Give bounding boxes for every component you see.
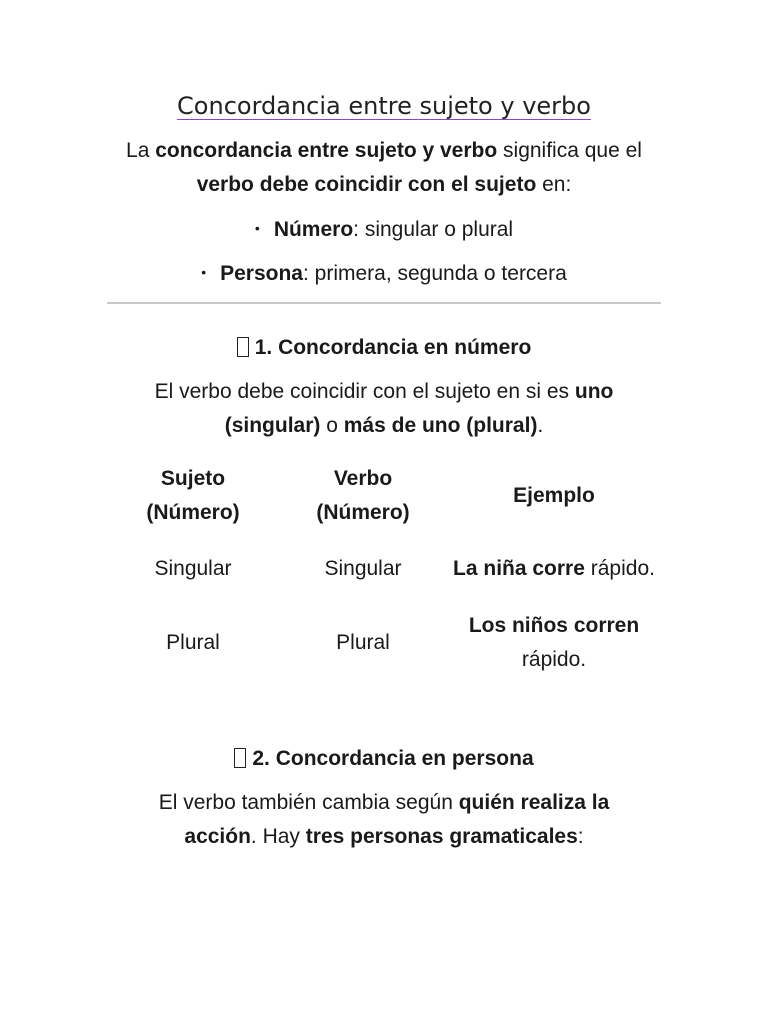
- section2-bold-3: tres personas gramaticales: [305, 825, 578, 848]
- section1-bold-2: (singular): [224, 414, 321, 437]
- bullet-text: : singular o plural: [353, 218, 514, 241]
- section1-bold: uno: [574, 380, 614, 403]
- table-header-verbo: [278, 461, 448, 531]
- example-rest: rápido.: [521, 648, 587, 671]
- table-header-sujeto: [108, 461, 278, 531]
- bullet-term: Número: [273, 218, 354, 241]
- section2-text-3: :: [577, 825, 584, 848]
- section2-bold-2: acción: [184, 825, 251, 848]
- table-cell-verbo: Singular: [324, 557, 402, 580]
- intro-paragraph: [0, 134, 768, 202]
- table-cell-ejemplo: [448, 607, 660, 679]
- missing-glyph-icon: [237, 337, 249, 357]
- intro-text-2: en:: [536, 173, 572, 196]
- page-title: [0, 88, 768, 124]
- section2-bold: quién realiza la: [458, 791, 610, 814]
- bullet-term: Persona: [220, 262, 303, 285]
- intro-text: La: [126, 139, 156, 162]
- example-rest: rápido.: [584, 557, 655, 580]
- intro-bold: concordancia entre sujeto y verbo: [155, 139, 498, 162]
- section1-text-3: .: [537, 414, 544, 437]
- table-row: [108, 607, 660, 679]
- header-line: Sujeto: [160, 467, 226, 490]
- section2-text-2: . Hay: [250, 825, 306, 848]
- table-row: [108, 531, 660, 607]
- bullet-icon: •: [201, 264, 207, 280]
- concordance-table: [108, 461, 660, 679]
- section-heading-text: 2. Concordancia en persona: [252, 747, 534, 770]
- list-item: [0, 259, 768, 290]
- intro-text-tail: significa que el: [497, 139, 642, 162]
- bullet-text: : primera, segunda o tercera: [302, 262, 567, 285]
- table-cell-verbo: Plural: [336, 631, 390, 654]
- table-cell-ejemplo: [448, 531, 660, 607]
- section1-text: El verbo debe coincidir con el sujeto en si es: [154, 380, 575, 403]
- example-bold: La niña corre: [453, 557, 585, 580]
- table-cell-sujeto: Plural: [166, 631, 220, 654]
- section-heading-persona: [0, 744, 768, 774]
- section1-text-2: o: [320, 414, 344, 437]
- missing-glyph-icon: [234, 748, 246, 768]
- intro-bold-2: verbo debe coincidir con el sujeto: [196, 173, 537, 196]
- title-text: Concordancia entre sujeto y verbo: [177, 92, 591, 120]
- table-cell-sujeto: Singular: [154, 557, 232, 580]
- section1-bold-3: más de uno (plural): [343, 414, 538, 437]
- list-item: [0, 215, 768, 246]
- header-line: (Número): [316, 501, 410, 524]
- section-heading-text: 1. Concordancia en número: [254, 336, 532, 359]
- section2-paragraph: [0, 786, 768, 854]
- header-line: (Número): [146, 501, 240, 524]
- bullet-icon: •: [254, 220, 260, 236]
- header-line: Verbo: [333, 467, 393, 490]
- section1-paragraph: [0, 375, 768, 443]
- table-header-ejemplo: [448, 461, 660, 531]
- horizontal-divider: [107, 302, 661, 304]
- header-line: Ejemplo: [513, 484, 595, 507]
- section-heading-numero: [0, 333, 768, 363]
- example-bold: Los niños corren: [468, 614, 640, 637]
- section2-text: El verbo también cambia según: [158, 791, 459, 814]
